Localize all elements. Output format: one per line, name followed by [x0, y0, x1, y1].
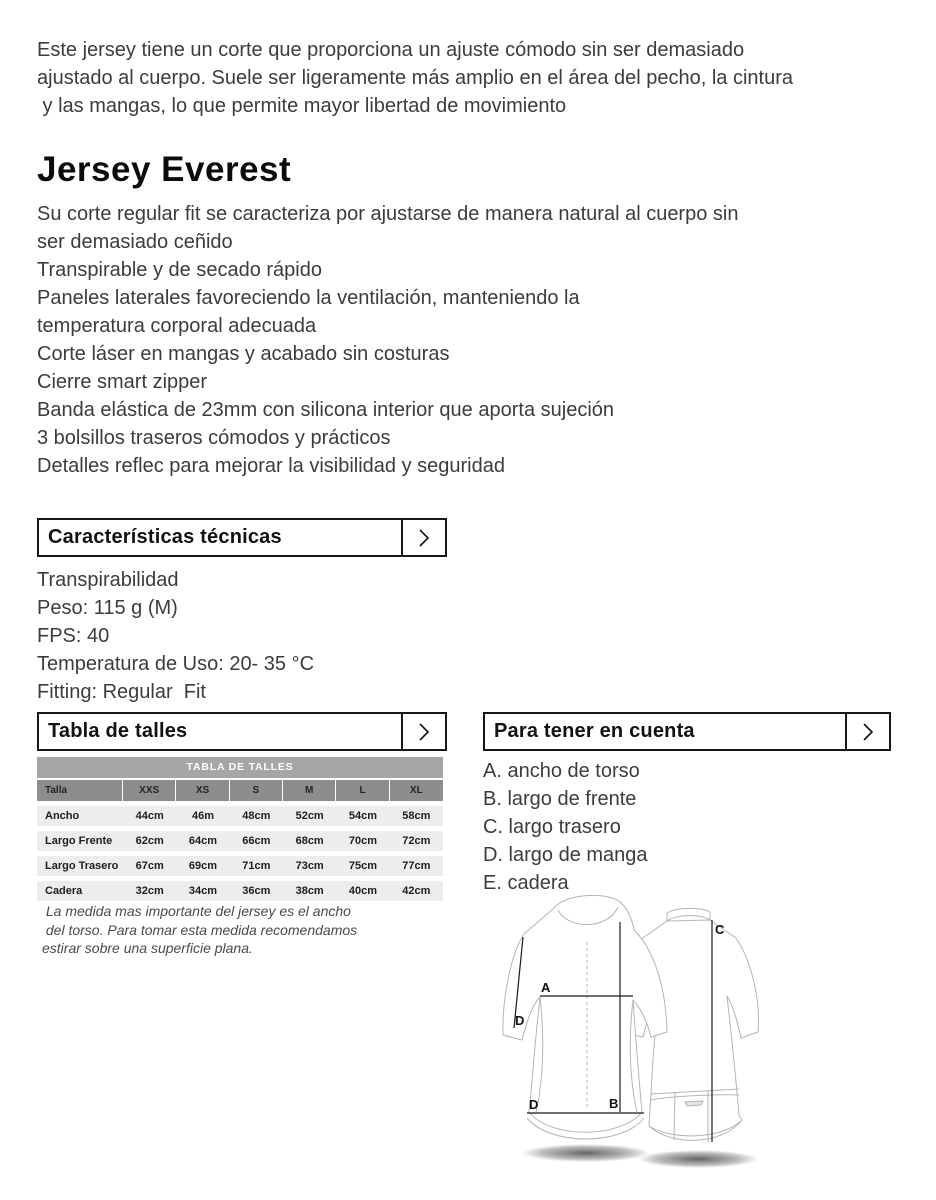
size-table-cell: 73cm — [295, 860, 324, 872]
size-table-title: TABLA DE TALLES — [37, 757, 443, 778]
feature-line: Su corte regular fit se caracteriza por ajustarse de manera natural al cuerpo sin — [37, 203, 739, 225]
section-header-keep-in-mind[interactable] — [483, 712, 891, 751]
feature-line: Cierre smart zipper — [37, 371, 208, 393]
diagram-label-hem: D — [529, 1097, 539, 1112]
size-table-cell: 77cm — [402, 860, 431, 872]
size-table-cell: 52cm — [295, 810, 324, 822]
size-table-cell: 48cm — [242, 810, 271, 822]
size-note — [42, 902, 442, 958]
chevron-right-icon[interactable] — [401, 714, 445, 749]
size-table-cell: 64cm — [188, 835, 218, 847]
table-row — [37, 881, 443, 901]
diagram-label-front-length: B — [609, 1096, 619, 1111]
measurement-item: D. largo de manga — [483, 844, 648, 866]
size-table-cell: 71cm — [242, 860, 271, 872]
feature-line: Detalles reflec para mejorar la visibilidad y seguridad — [37, 455, 505, 477]
feature-line: Transpirable y de secado rápido — [37, 259, 322, 281]
size-table-cell: 36cm — [242, 885, 271, 897]
section-label: Características técnicas — [48, 526, 282, 548]
table-row — [37, 806, 443, 826]
intro-paragraph — [37, 36, 936, 120]
intro-line: ajustado al cuerpo. Suele ser ligeramente más amplio en el área del pecho, la cintura — [37, 67, 793, 89]
size-table-body — [37, 806, 443, 901]
size-table-header-row — [37, 780, 443, 801]
measurement-item: E. cadera — [483, 872, 569, 894]
chevron-right-icon[interactable] — [401, 520, 445, 555]
size-table-cell: Cadera — [45, 885, 83, 897]
feature-line: 3 bolsillos traseros cómodos y prácticos — [37, 427, 391, 449]
section-header-size-table[interactable] — [37, 712, 447, 751]
section-label: Para tener en cuenta — [494, 720, 695, 742]
size-table-cell: 67cm — [135, 860, 164, 872]
size-table-header-cell: Talla — [37, 780, 123, 801]
size-table-header-cell: XXS — [123, 780, 176, 801]
size-table-cell: 66cm — [242, 835, 271, 847]
section-label: Tabla de talles — [48, 720, 188, 742]
size-table-cell: 38cm — [295, 885, 324, 897]
measurement-list — [483, 757, 903, 897]
spec-line: Transpirabilidad — [37, 569, 179, 591]
feature-line: Banda elástica de 23mm con silicona interior que aporta sujeción — [37, 399, 615, 421]
size-table — [37, 757, 443, 906]
specs-list — [37, 566, 537, 706]
feature-line: ser demasiado ceñido — [37, 231, 233, 253]
size-table-cell: 72cm — [402, 835, 431, 847]
size-table-cell: 32cm — [135, 885, 164, 897]
size-note-line: estirar sobre una superficie plana. — [42, 940, 253, 956]
diagram-label-back-length: C — [715, 922, 725, 937]
feature-line: Corte láser en mangas y acabado sin costuras — [37, 343, 450, 365]
size-table-header-cell: XL — [409, 785, 423, 796]
size-table-header-cell: M — [283, 780, 336, 801]
page-title: Jersey Everest — [37, 150, 292, 189]
size-table-cell: Largo Frente — [45, 835, 113, 847]
size-table-cell: 62cm — [135, 835, 164, 847]
feature-list — [37, 200, 936, 480]
size-table-cell: 69cm — [188, 860, 218, 872]
diagram-label-chest: A — [541, 980, 551, 995]
spec-line: FPS: 40 — [37, 625, 110, 647]
table-row — [37, 856, 443, 876]
size-table-header-cell: XS — [176, 780, 229, 801]
size-table-cell: 70cm — [348, 835, 378, 847]
size-table-cell: 40cm — [348, 885, 378, 897]
size-table-header-cell: S — [230, 780, 283, 801]
table-row — [37, 831, 443, 851]
size-table-cell: 34cm — [188, 885, 218, 897]
size-note-line: del torso. Para tomar esta medida recomendamos — [42, 921, 358, 938]
front-jersey-shadow — [522, 1144, 650, 1162]
spec-line: Temperatura de Uso: 20- 35 °C — [37, 653, 315, 675]
size-table-cell: 42cm — [402, 885, 431, 897]
feature-line: temperatura corporal adecuada — [37, 315, 317, 337]
size-table-cell: 58cm — [402, 810, 431, 822]
size-table-cell: 54cm — [348, 810, 378, 822]
feature-line: Paneles laterales favoreciendo la ventilación, manteniendo la — [37, 287, 580, 309]
measurement-item: A. ancho de torso — [483, 760, 640, 782]
jersey-measurement-diagram — [470, 890, 936, 1200]
diagram-label-sleeve: D — [515, 1013, 525, 1028]
size-table-cell: 44cm — [135, 810, 164, 822]
back-jersey-shadow — [638, 1150, 758, 1168]
size-table-cell: Ancho — [45, 810, 80, 822]
measurement-item: C. largo trasero — [483, 816, 621, 838]
intro-line: y las mangas, lo que permite mayor libertad de movimiento — [37, 95, 567, 117]
size-note-line: La medida mas importante del jersey es el ancho — [42, 903, 351, 919]
spec-line: Peso: 115 g (M) — [37, 597, 178, 619]
section-header-tech-specs[interactable] — [37, 518, 447, 557]
measurement-item: B. largo de frente — [483, 788, 637, 810]
size-table-cell: 46m — [191, 810, 214, 822]
spec-line: Fitting: Regular Fit — [37, 681, 206, 703]
size-table-cell: 75cm — [348, 860, 378, 872]
size-table-cell: Largo Trasero — [45, 860, 119, 872]
chevron-right-icon[interactable] — [845, 714, 889, 749]
size-table-cell: 68cm — [295, 835, 324, 847]
size-table-header-cell: L — [336, 780, 389, 801]
intro-line: Este jersey tiene un corte que proporciona un ajuste cómodo sin ser demasiado — [37, 39, 745, 61]
